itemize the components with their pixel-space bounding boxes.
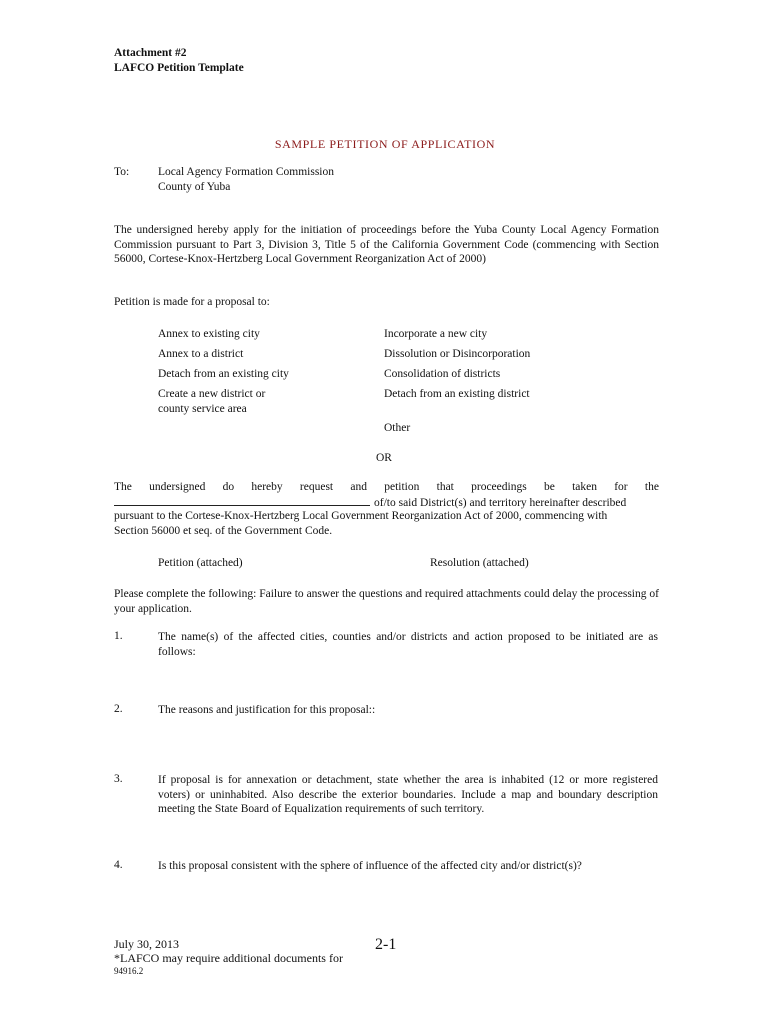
option-dissolution: Dissolution or Disincorporation: [384, 348, 531, 360]
to-label: To:: [114, 166, 130, 178]
question-number: 1.: [114, 630, 123, 642]
footer-date: July 30, 2013: [114, 937, 180, 951]
option-detach-city: Detach from an existing city: [158, 368, 289, 380]
question-number: 3.: [114, 773, 123, 785]
option-annex-district: Annex to a district: [158, 348, 244, 360]
request-line-4: Section 56000 et seq. of the Government Code.: [114, 525, 333, 537]
request-line-3: pursuant to the Cortese-Knox-Hertzberg Local Government Reorganization Act of 2000, commencing with: [114, 510, 608, 522]
question-text: If proposal is for annexation or detachment, state whether the area is inhabited (12 or more registered voters) or uninhabited. Also describe the exterior boundaries. Include a map and boundary description meeting the State Board of Equalization requirements of such territory.: [158, 774, 658, 815]
request-word: proceedings: [471, 481, 527, 493]
question-number: 2.: [114, 703, 123, 715]
to-line-1: Local Agency Formation Commission: [158, 166, 334, 178]
option-other: Other: [384, 422, 411, 434]
request-line-1: [114, 481, 659, 493]
request-word: be: [543, 481, 555, 493]
or-divider: OR: [376, 452, 392, 464]
request-word: do: [222, 481, 235, 493]
attachment-label: Attachment #2: [114, 47, 187, 59]
request-word: hereby: [251, 481, 283, 493]
request-word: and: [350, 481, 367, 493]
footer-note: *LAFCO may require additional documents for: [114, 951, 343, 965]
option-county-service-area: county service area: [158, 403, 247, 415]
option-consolidation: Consolidation of districts: [384, 368, 501, 380]
question-number: 4.: [114, 859, 123, 871]
request-word: undersigned: [149, 481, 206, 493]
resolution-attached-option: Resolution (attached): [430, 557, 529, 569]
to-line-2: County of Yuba: [158, 181, 231, 193]
district-name-blank[interactable]: [114, 495, 370, 506]
question-text: The reasons and justification for this proposal::: [158, 704, 376, 716]
request-word: the: [644, 481, 659, 493]
intro-paragraph: The undersigned hereby apply for the initiation of proceedings before the Yuba County Local Agency Formation Commission pursuant to Part 3, Division 3, Title 5 of the California Government Code (commencing with Section 56000, Cortese-Knox-Hertzberg Local Government Reorganization Act of 2000): [114, 224, 659, 265]
question-text: Is this proposal consistent with the sphere of influence of the affected city and/or district(s)?: [158, 860, 582, 872]
request-word: that: [436, 481, 454, 493]
page-title: SAMPLE PETITION OF APPLICATION: [274, 137, 496, 151]
request-line-2: [114, 495, 659, 509]
instructions-paragraph: Please complete the following: Failure to answer the questions and required attachments could delay the processing of your application.: [114, 588, 659, 615]
request-line-2-text: of/to said District(s) and territory hereinafter described: [374, 497, 627, 509]
option-create-district: Create a new district or: [158, 388, 266, 400]
request-word: for: [614, 481, 628, 493]
page-number: 2-1: [375, 936, 397, 953]
footer-code: 94916.2: [114, 966, 144, 976]
option-annex-city: Annex to existing city: [158, 328, 260, 340]
request-word: request: [299, 481, 334, 493]
request-word: The: [114, 481, 132, 493]
petition-made-label: Petition is made for a proposal to:: [114, 296, 270, 308]
option-incorporate-city: Incorporate a new city: [384, 328, 488, 340]
option-detach-district: Detach from an existing district: [384, 388, 530, 400]
petition-attached-option: Petition (attached): [158, 557, 243, 569]
template-label: LAFCO Petition Template: [114, 62, 244, 74]
request-word: taken: [572, 481, 597, 493]
request-word: petition: [384, 481, 420, 493]
question-text: The name(s) of the affected cities, counties and/or districts and action proposed to be initiated are as follows:: [158, 631, 658, 658]
